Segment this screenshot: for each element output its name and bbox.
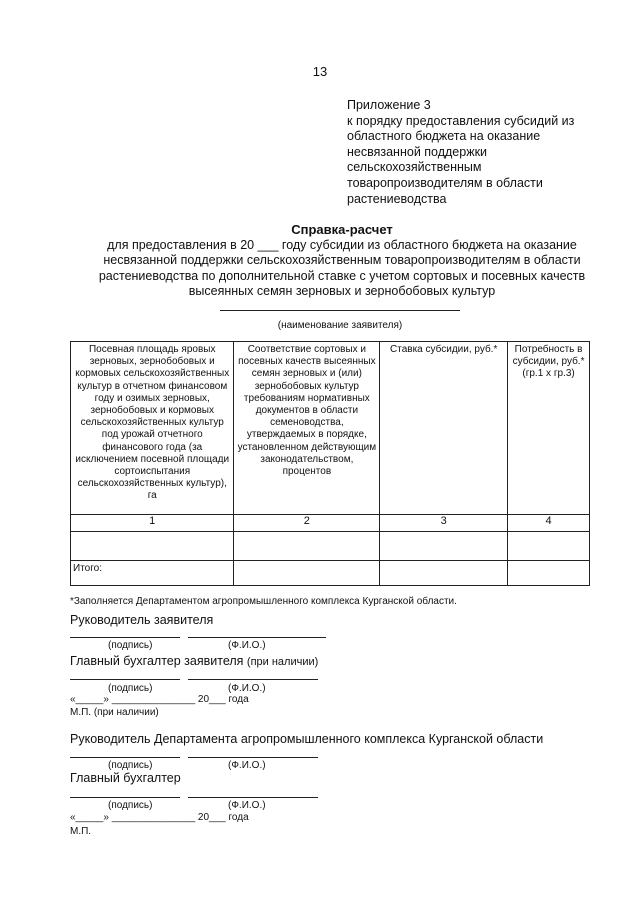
header-cell: Соответствие сортовых и посевных качеств высеянных семян зерновых и (или) зернобобовых культур требованиям нормативных документов в области семеноводства, утверждаемых в порядке, установленном действующим законодательством, процентов <box>234 342 380 515</box>
signature-line <box>70 797 180 798</box>
column-number: 2 <box>234 515 380 532</box>
appendix-line: сельскохозяйственным <box>347 160 482 175</box>
table-header-row <box>71 342 590 515</box>
column-number: 1 <box>71 515 234 532</box>
stamp: М.П. <box>70 826 92 837</box>
name-line <box>188 797 318 798</box>
column-number: 4 <box>508 515 590 532</box>
name-caption: (Ф.И.О.) <box>228 640 266 651</box>
sign-caption: (подпись) <box>108 640 153 651</box>
stamp-if-any: М.П. (при наличии) <box>70 707 159 718</box>
appendix-line: к порядку предоставления субсидий из <box>347 113 575 128</box>
table-cell <box>508 561 590 586</box>
name-line <box>188 757 318 758</box>
column-number: 3 <box>380 515 508 532</box>
appendix-line: товаропроизводителям в области <box>347 175 543 190</box>
column-number-row <box>71 515 590 532</box>
page-number: 13 <box>312 64 328 79</box>
title-line: растениеводства по дополнительной ставке с учетом сортовых и посевных качеств <box>98 268 586 283</box>
dept-head-label: Руководитель Департамента агропромышленного комплекса Курганской области <box>70 732 544 746</box>
total-label: Итого: <box>71 561 234 586</box>
dept-accountant-label: Главный бухгалтер <box>70 771 181 785</box>
name-line <box>188 637 326 638</box>
calculation-table <box>70 341 590 586</box>
name-caption: (Ф.И.О.) <box>228 683 266 694</box>
header-cell: Посевная площадь яровых зерновых, зернобобовых и кормовых сельскохозяйственных культур в отчетном финансовом году и озимых зерновых, зернобобовых и кормовых сельскохозяйственных культур под урожай отчетного финансового года (за исключением посевной площади сортоиспытания сельскохозяйственных культур), га <box>71 342 234 515</box>
signature-line <box>70 757 180 758</box>
document-title <box>70 222 614 300</box>
if-any-note: (при наличии) <box>246 656 319 668</box>
title-line: высеянных семян зерновых и зернобобовых культур <box>188 284 496 298</box>
title-line: для предоставления в 20 ___ году субсидии из областного бюджета на оказание <box>107 237 577 252</box>
appendix-line: несвязанной поддержки <box>347 144 488 159</box>
name-caption: (Ф.И.О.) <box>228 760 266 771</box>
name-caption: (Ф.И.О.) <box>228 800 266 811</box>
date-line: «_____» _______________ 20___ года <box>70 694 249 705</box>
sign-caption: (подпись) <box>108 683 153 694</box>
appendix-line: растениеводства <box>347 191 447 206</box>
footnote: *Заполняется Департаментом агропромышленного комплекса Курганской области. <box>70 596 457 607</box>
applicant-name-line <box>220 310 460 311</box>
table-cell <box>380 561 508 586</box>
signature-line <box>70 637 180 638</box>
header-cell: Ставка субсидии, руб.* <box>380 342 508 515</box>
title-heading: Справка-расчет <box>291 222 393 237</box>
sign-caption: (подпись) <box>108 800 153 811</box>
appendix-block <box>347 98 617 207</box>
accountant-title: Главный бухгалтер заявителя <box>70 654 244 668</box>
table-cell <box>234 561 380 586</box>
signature-line <box>70 679 180 680</box>
header-cell: Потребность в субсидии, руб.* (гр.1 х гр.3) <box>508 342 590 515</box>
title-line: несвязанной поддержки сельскохозяйственным товаропроизводителям в области <box>103 253 581 267</box>
total-row <box>71 561 590 586</box>
applicant-head-label: Руководитель заявителя <box>70 613 214 627</box>
table-row <box>71 532 590 561</box>
table-cell <box>508 532 590 561</box>
applicant-accountant-label <box>70 654 318 668</box>
applicant-caption: (наименование заявителя) <box>277 320 403 331</box>
table-cell <box>71 532 234 561</box>
table-cell <box>380 532 508 561</box>
sign-caption: (подпись) <box>108 760 153 771</box>
date-line: «_____» _______________ 20___ года <box>70 812 249 823</box>
table-cell <box>234 532 380 561</box>
name-line <box>188 679 318 680</box>
appendix-line: областного бюджета на оказание <box>347 129 541 144</box>
appendix-line: Приложение 3 <box>347 98 431 112</box>
